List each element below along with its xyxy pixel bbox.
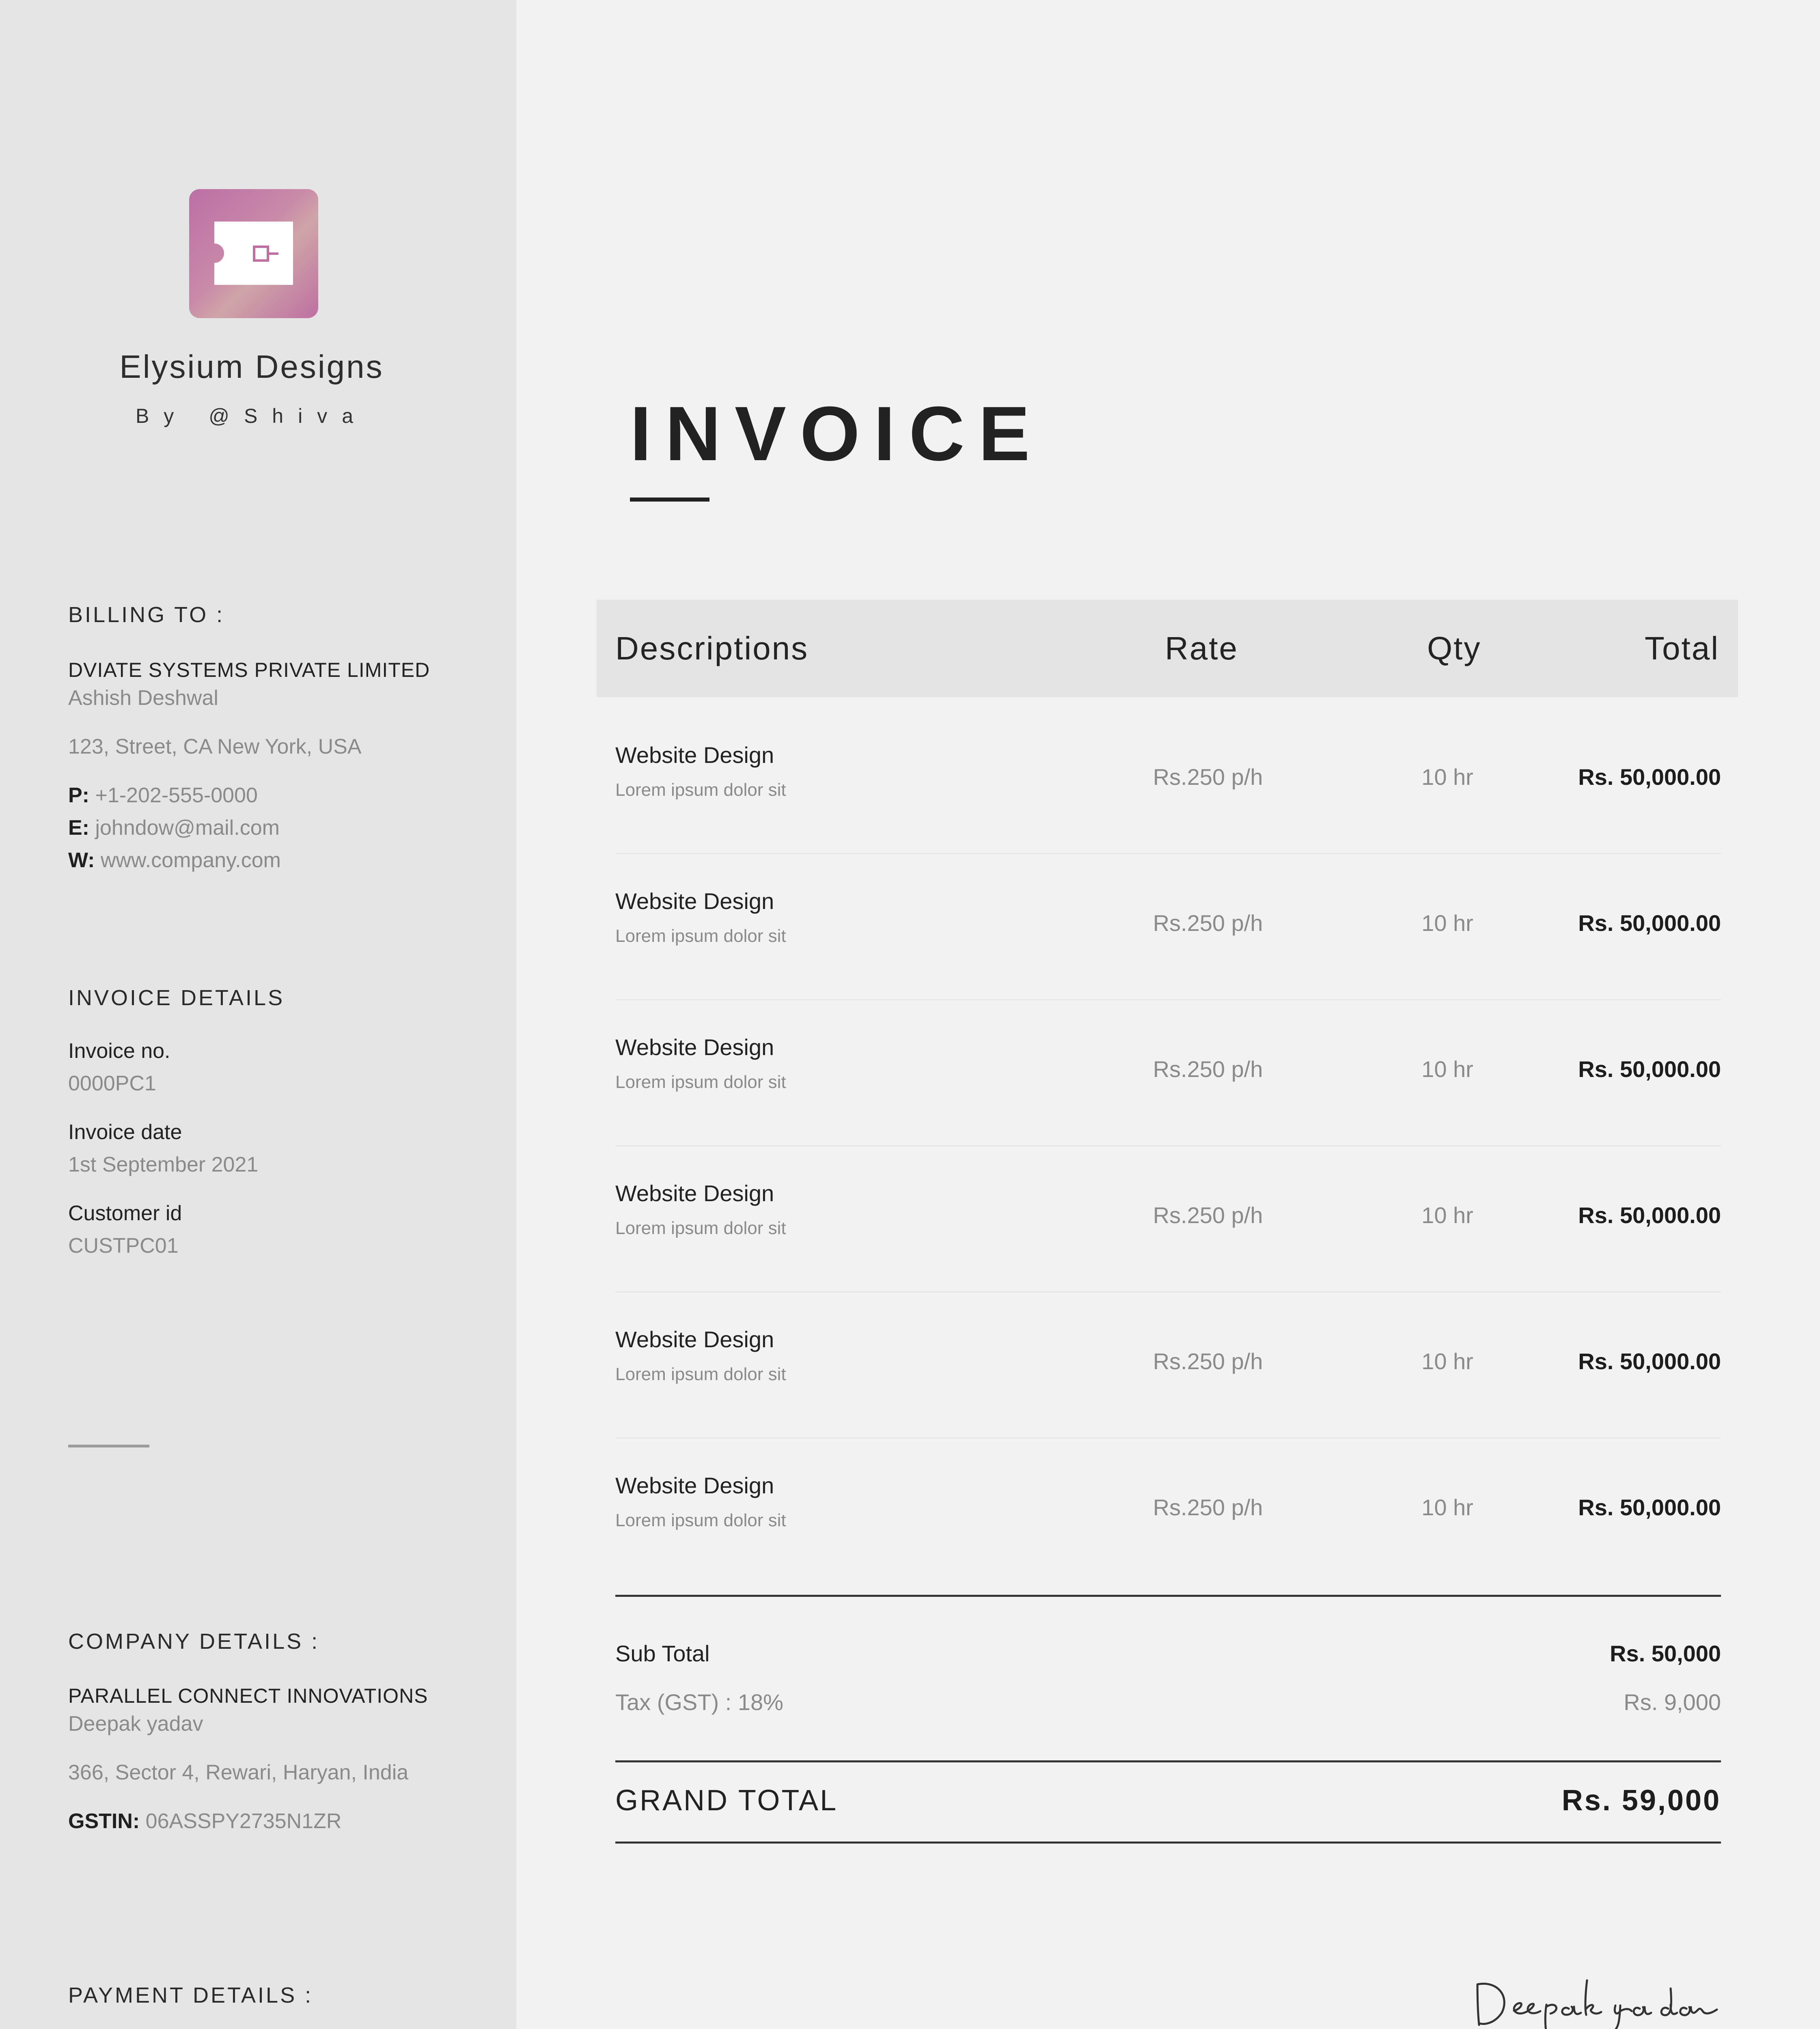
- invoice-details-title: INVOICE DETAILS: [68, 986, 285, 1010]
- email-label: E:: [68, 816, 89, 840]
- item-total: Rs. 50,000.00: [1578, 764, 1721, 790]
- table-row: [615, 1437, 1721, 1583]
- company-gstin: [68, 1805, 507, 1837]
- item-description: Website Design: [615, 888, 774, 914]
- item-description: Website Design: [615, 1034, 774, 1060]
- signature-image: [1469, 1972, 1721, 2029]
- item-subtext: Lorem ipsum dolor sit: [615, 1218, 786, 1238]
- item-total: Rs. 50,000.00: [1578, 1202, 1721, 1228]
- subtotal-value: Rs. 50,000: [1610, 1641, 1721, 1666]
- item-qty: 10 hr: [1421, 1495, 1473, 1520]
- phone-value: +1-202-555-0000: [95, 784, 258, 807]
- item-rate: Rs.250 p/h: [1153, 1202, 1263, 1228]
- table-row: [615, 1291, 1721, 1439]
- gstin-value: 06ASSPY2735N1ZR: [145, 1809, 342, 1833]
- brand-name: Elysium Designs: [119, 349, 384, 385]
- ticket-icon: [189, 189, 318, 318]
- table-row: [615, 1145, 1721, 1292]
- item-description: Website Design: [615, 1327, 774, 1352]
- header-rate: Rate: [1165, 630, 1238, 666]
- brand-tagline: By @Shiva: [135, 405, 368, 427]
- item-rate: Rs.250 p/h: [1153, 910, 1263, 936]
- invoice-details-section: [68, 985, 507, 1262]
- item-qty: 10 hr: [1421, 910, 1473, 936]
- header-qty: Qty: [1427, 630, 1481, 666]
- billing-phone: [68, 779, 507, 812]
- phone-label: P:: [68, 784, 89, 807]
- item-rate: Rs.250 p/h: [1153, 1495, 1263, 1520]
- item-subtext: Lorem ipsum dolor sit: [615, 926, 786, 946]
- invoice-date: 1st September 2021: [68, 1153, 259, 1176]
- grand-total-bottom-rule: [615, 1842, 1721, 1844]
- web-label: W:: [68, 849, 95, 872]
- table-header: [597, 600, 1738, 697]
- grand-total-value: Rs. 59,000: [1561, 1784, 1721, 1817]
- billing-email: [68, 812, 507, 844]
- tax-label: Tax (GST) : 18%: [615, 1689, 783, 1715]
- grand-total-top-rule: [615, 1760, 1721, 1762]
- item-rate: Rs.250 p/h: [1153, 1348, 1263, 1374]
- invoice-number: 0000PC1: [68, 1072, 156, 1095]
- item-subtext: Lorem ipsum dolor sit: [615, 1510, 786, 1530]
- customer-id: CUSTPC01: [68, 1234, 179, 1258]
- table-row: [615, 853, 1721, 1000]
- billing-company: DVIATE SYSTEMS PRIVATE LIMITED: [68, 659, 430, 681]
- billing-web: [68, 844, 507, 877]
- item-qty: 10 hr: [1421, 1348, 1473, 1374]
- billing-title: BILLING TO :: [68, 603, 225, 627]
- header-descriptions: Descriptions: [615, 630, 809, 666]
- item-subtext: Lorem ipsum dolor sit: [615, 1364, 786, 1384]
- table-row: [615, 707, 1721, 854]
- billing-section: [68, 602, 507, 877]
- table-row: [615, 999, 1721, 1146]
- web-value: www.company.com: [100, 849, 281, 872]
- item-qty: 10 hr: [1421, 764, 1473, 790]
- invoice-date-label: Invoice date: [68, 1120, 182, 1144]
- sidebar: [0, 0, 516, 2029]
- company-contact: Deepak yadav: [68, 1712, 203, 1736]
- item-description: Website Design: [615, 1180, 774, 1206]
- title-underline: [630, 498, 709, 502]
- tax-value: Rs. 9,000: [1624, 1689, 1721, 1715]
- company-details-section: [68, 1629, 507, 1837]
- item-total: Rs. 50,000.00: [1578, 910, 1721, 936]
- billing-contact: Ashish Deshwal: [68, 686, 218, 710]
- subtotal-label: Sub Total: [615, 1641, 710, 1666]
- invoice-title: INVOICE: [630, 391, 1044, 477]
- payment-title: PAYMENT DETAILS :: [68, 1983, 313, 2007]
- payment-section: [68, 1983, 507, 2029]
- billing-address: 123, Street, CA New York, USA: [68, 735, 362, 758]
- header-total: Total: [1645, 630, 1719, 666]
- item-description: Website Design: [615, 742, 774, 768]
- item-subtext: Lorem ipsum dolor sit: [615, 1072, 786, 1092]
- invoice-number-label: Invoice no.: [68, 1039, 170, 1063]
- item-rate: Rs.250 p/h: [1153, 1056, 1263, 1082]
- item-total: Rs. 50,000.00: [1578, 1056, 1721, 1082]
- company-name: PARALLEL CONNECT INNOVATIONS: [68, 1684, 428, 1707]
- gstin-label: GSTIN:: [68, 1809, 140, 1833]
- sidebar-divider: [68, 1445, 149, 1447]
- item-description: Website Design: [615, 1473, 774, 1498]
- company-details-title: COMPANY DETAILS :: [68, 1629, 320, 1654]
- item-qty: 10 hr: [1421, 1056, 1473, 1082]
- item-subtext: Lorem ipsum dolor sit: [615, 780, 786, 800]
- item-total: Rs. 50,000.00: [1578, 1348, 1721, 1374]
- totals-divider: [615, 1595, 1721, 1597]
- item-total: Rs. 50,000.00: [1578, 1495, 1721, 1520]
- brand-logo: [189, 189, 318, 318]
- customer-id-label: Customer id: [68, 1202, 182, 1225]
- company-address: 366, Sector 4, Rewari, Haryan, India: [68, 1761, 409, 1784]
- item-rate: Rs.250 p/h: [1153, 764, 1263, 790]
- grand-total-label: GRAND TOTAL: [615, 1784, 838, 1817]
- item-qty: 10 hr: [1421, 1202, 1473, 1228]
- email-value: johndow@mail.com: [95, 816, 280, 840]
